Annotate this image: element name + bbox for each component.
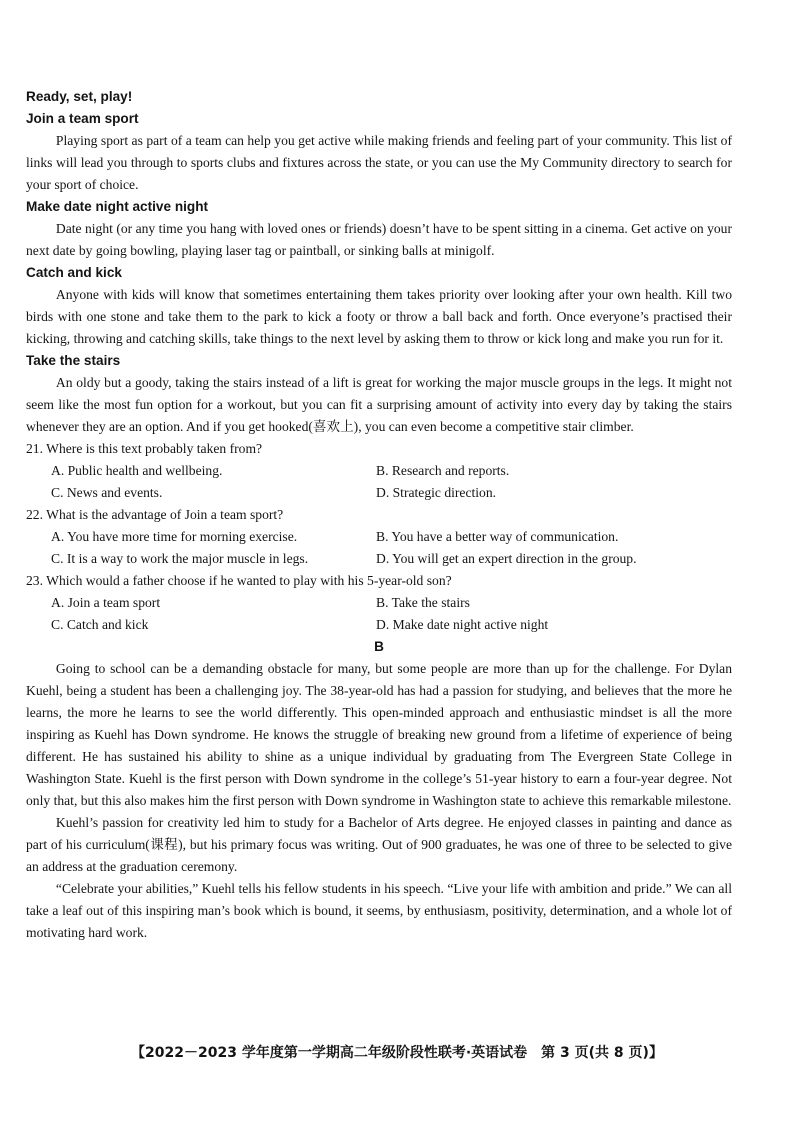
options [26, 526, 732, 570]
exam-page [26, 86, 732, 944]
section-b-label: B [374, 639, 384, 654]
options [26, 592, 732, 636]
heading-take-stairs: Take the stairs [26, 353, 121, 368]
option-d: D. Make date night active night [376, 617, 549, 632]
paragraph-team-sport: Playing sport as part of a team can help you get active while making friends and feeling part of your community. This list of links will lead you through to sports clubs and fixtures across the state, or you can use the My Community directory to search for your sport of choice. [26, 133, 732, 192]
heading-team-sport: Join a team sport [26, 111, 139, 126]
paragraph-b-2: Kuehl’s passion for creativity led him to study for a Bachelor of Arts degree. He enjoyed classes in painting and dance as part of his curriculum(课程), but his primary focus was writing. Out of 900 graduates, he was one of three to be selected to give an address at the graduation ceremony. [26, 815, 732, 874]
option-a: A. Join a team sport [51, 595, 161, 610]
question-stem: 22. What is the advantage of Join a team sport? [26, 507, 284, 522]
paragraph-b-1: Going to school can be a demanding obstacle for many, but some people are more than up for the challenge. For Dylan Kuehl, being a student has been a challenging joy. The 38-year-old has had a passion for studying, and believes that the more he learns, the more he learns to see the world differently. This open-minded approach and enthusiastic mindset is all the more inspiring as Kuehl has Down syndrome. He knows the struggle of breaking new ground from a lifetime of experience of being different. He has sustained his ability to shine as a unique individual by graduating from The Evergreen State College in Washington State. Kuehl is the first person with Down syndrome in the college’s 51-year history to earn a four-year degree. Not only that, but this also makes him the first person with Down syndrome in Washington state to achieve this remarkable milestone. [26, 661, 732, 808]
option-a: A. You have more time for morning exercise. [51, 529, 298, 544]
heading-catch-kick: Catch and kick [26, 265, 122, 280]
page-footer: 【2022－2023 学年度第一学期高二年级阶段性联考·英语试卷 第 3 页(共 8 页)】 [131, 1045, 663, 1061]
paragraph-date-night: Date night (or any time you hang with loved ones or friends) doesn’t have to be spent sitting in a cinema. Get active on your next date by going bowling, playing laser tag or paintball, or sinking balls at minigolf. [26, 221, 732, 258]
paragraph-b-3: “Celebrate your abilities,” Kuehl tells his fellow students in his speech. “Live your life with ambition and pride.” We can all take a leaf out of this inspiring man’s book which is bound, it seems, by enthusiasm, positivity, determination, and a whole lot of motivating hard work. [26, 881, 732, 940]
question-23 [26, 570, 732, 636]
passage-title: Ready, set, play! [26, 89, 133, 104]
option-c: C. Catch and kick [51, 617, 149, 632]
question-21 [26, 438, 732, 504]
question-stem: 21. Where is this text probably taken from? [26, 441, 263, 456]
question-stem: 23. Which would a father choose if he wanted to play with his 5-year-old son? [26, 573, 452, 588]
paragraph-catch-kick: Anyone with kids will know that sometimes entertaining them takes priority over looking after your own health. Kill two birds with one stone and take them to the park to kick a footy or throw a ball back and forth. Once everyone’s practised their kicking, throwing and catching skills, take things to the next level by asking them to throw or kick long and make you run for it. [26, 287, 732, 346]
option-d: D. You will get an expert direction in the group. [376, 551, 637, 566]
option-b: B. Research and reports. [376, 463, 510, 478]
option-a: A. Public health and wellbeing. [51, 463, 223, 478]
option-b: B. You have a better way of communication. [376, 529, 619, 544]
options [26, 460, 732, 504]
option-c: C. It is a way to work the major muscle in legs. [51, 551, 309, 566]
option-c: C. News and events. [51, 485, 163, 500]
heading-date-night: Make date night active night [26, 199, 209, 214]
question-22 [26, 504, 732, 570]
paragraph-take-stairs: An oldy but a goody, taking the stairs instead of a lift is great for working the major muscle groups in the legs. It might not seem like the most fun option for a workout, but you can fit a surprising amount of activity into every day by taking the stairs whenever they are an option. And if you get hooked(喜欢上), you can even become a competitive stair climber. [26, 375, 732, 434]
option-b: B. Take the stairs [376, 595, 470, 610]
option-d: D. Strategic direction. [376, 485, 497, 500]
